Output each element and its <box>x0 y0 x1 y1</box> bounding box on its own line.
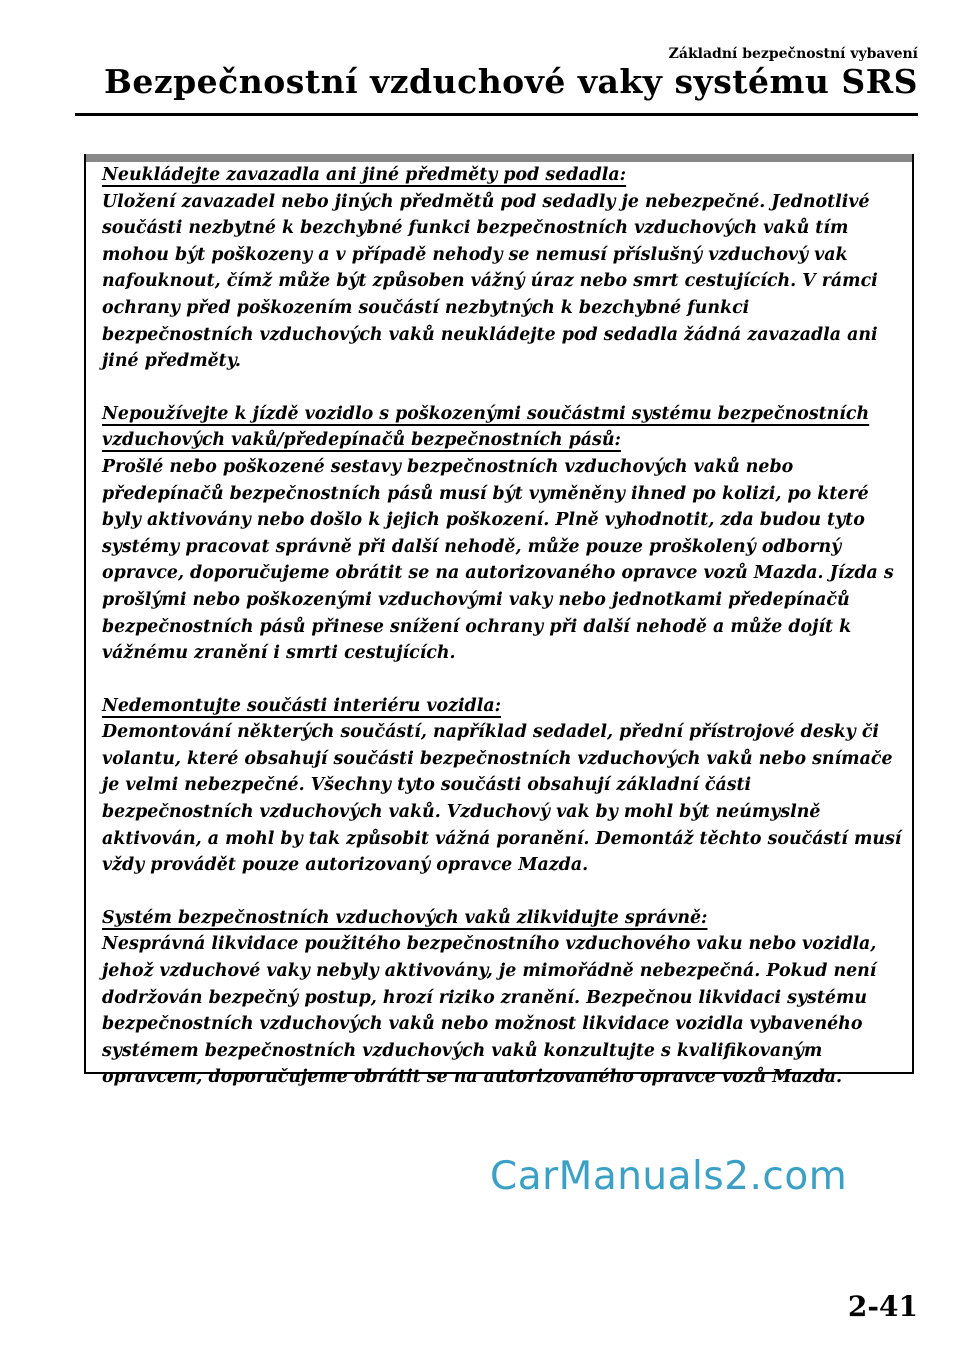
section-heading: Neukládejte zavazadla ani jiné předměty pod sedadla: <box>102 165 627 185</box>
watermark-logo[interactable]: CarManuals2.com <box>490 1154 848 1199</box>
page-number: 2-41 <box>847 1290 918 1323</box>
warning-content <box>102 162 902 1117</box>
section-heading: Nepoužívejte k jízdě vozidlo s poškozenými součástmi systému bezpečnostních vzduchových vaků/předepínačů bezpečnostních pásů: <box>102 403 870 451</box>
page-title: Bezpečnostní vzduchové vaky systému SRS <box>103 62 918 101</box>
section-body: Prošlé nebo poškozené sestavy bezpečnostních vzduchových vaků nebo předepínačů bezpečnostních pásů musí být vyměněny ihned po kolizi, po které byly aktivovány nebo došlo k jejich poškození. Plně vyhodnotit, zda budou tyto systémy pracovat správně při další nehodě, může pouze proškolený odborný opravce, doporučujeme obrátit se na autorizovaného opravce vozů Mazda. Jízda s prošlými nebo poškozenými vzduchovými vaky nebo jednotkami předepínačů bezpečnostních pásů přinese snížení ochrany při další nehodě a může dojít k vážnému zranění i smrti cestujících. <box>102 456 894 664</box>
section-body: Nesprávná likvidace použitého bezpečnostního vzduchového vaku nebo vozidla, jehož vzduchové vaky nebyly aktivovány, je mimořádně nebezpečná. Pokud není dodržován bezpečný postup, hrozí riziko zranění. Bezpečnou likvidaci systému bezpečnostních vzduchových vaků nebo možnost likvidace vozidla vybaveného systémem bezpečnostních vzduchových vaků konzultujte s kvalifikovaným opravcem, doporučujeme obrátit se na autorizovaného opravce vozů Mazda. <box>102 934 877 1088</box>
warning-section-luggage <box>102 162 902 375</box>
section-body: Demontování některých součástí, například sedadel, přední přístrojové desky či volantu, které obsahují součásti bezpečnostních vzduchových vaků nebo snímače je velmi nebezpečné. Všechny tyto součásti obsahují základní části bezpečnostních vzduchových vaků. Vzduchový vak by mohl být neúmyslně aktivován, a mohl by tak způsobit vážná poranění. Demontáž těchto součástí musí vždy provádět pouze autorizovaný opravce Mazda. <box>102 722 902 876</box>
section-heading: Nedemontujte součásti interiéru vozidla: <box>102 695 502 716</box>
section-heading: Systém bezpečnostních vzduchových vaků zlikvidujte správně: <box>102 907 708 928</box>
warning-section-interior-parts <box>102 693 902 879</box>
header-section-label: Základní bezpečnostní vybavení <box>668 46 918 62</box>
warning-box-top-bar <box>86 154 912 162</box>
warning-section-damaged-parts <box>102 401 902 667</box>
header-rule <box>75 113 918 116</box>
warning-section-disposal <box>102 905 902 1091</box>
warning-box <box>84 154 914 1088</box>
section-body: Uložení zavazadel nebo jiných předmětů pod sedadly je nebezpečné. Jednotlivé součásti nezbytné k bezchybné funkci bezpečnostních vzduchových vaků tím mohou být poškozeny a v případě nehody se nemusí příslušný vzduchový vak nafouknout, čímž může být způsoben vážný úraz nebo smrt cestujících. V rámci ochrany před poškozením součástí nezbytných k bezchybné funkci bezpečnostních vzduchových vaků neukládejte pod sedadla žádná zavazadla ani jiné předměty. <box>102 191 878 372</box>
